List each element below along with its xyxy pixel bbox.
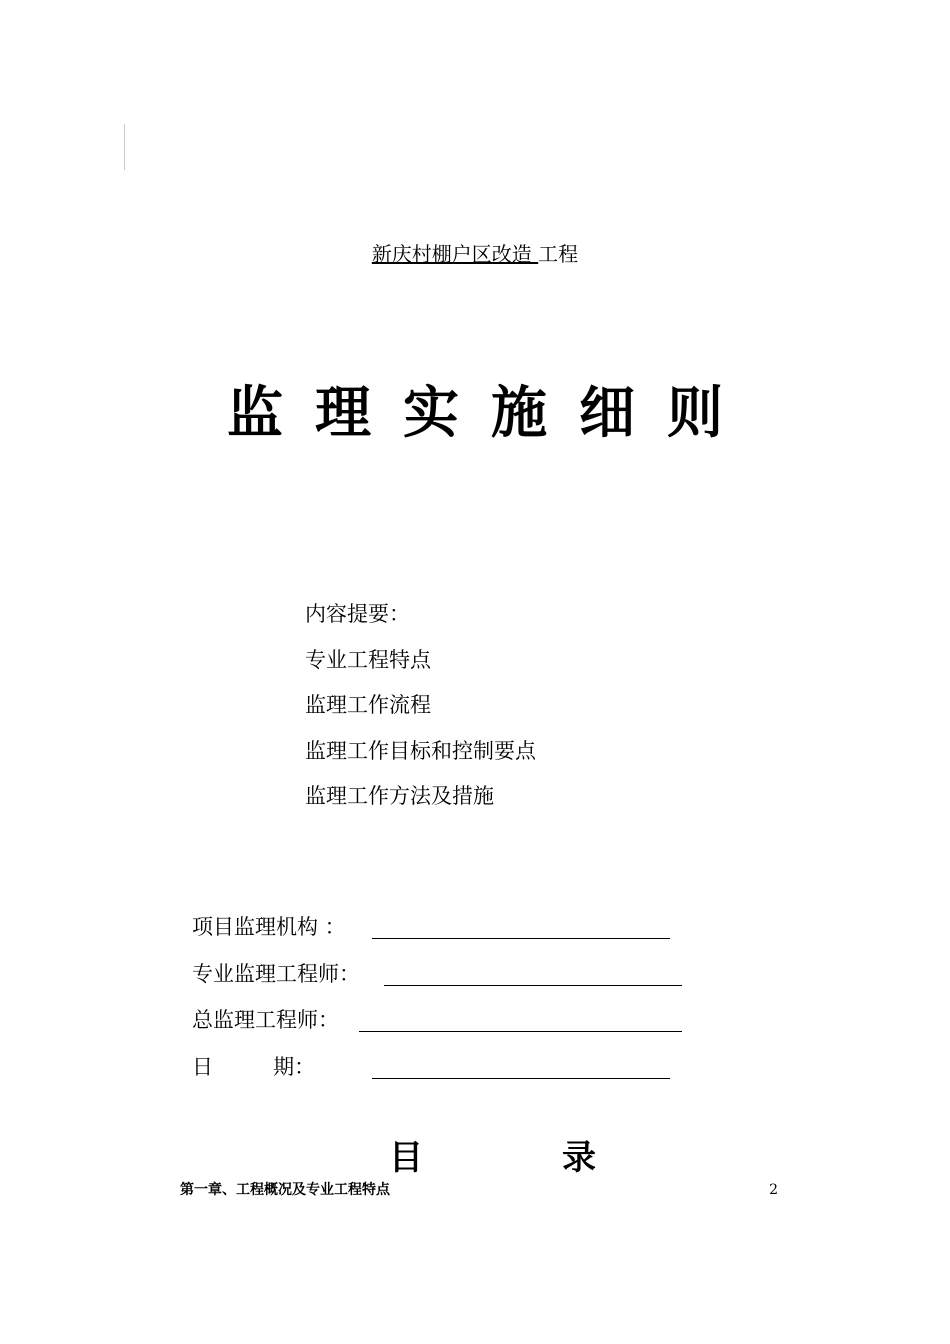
content-summary bbox=[305, 592, 536, 820]
signature-label: 总监理工程师： bbox=[192, 1008, 339, 1032]
signature-block bbox=[192, 910, 692, 1096]
signature-line[interactable] bbox=[372, 938, 670, 939]
signature-line[interactable] bbox=[359, 1031, 682, 1032]
summary-heading: 内容提要： bbox=[305, 602, 410, 626]
page-margin-mark bbox=[124, 124, 125, 170]
toc-entry-page: 2 bbox=[769, 1182, 778, 1198]
toc-heading-left: 目 bbox=[389, 1138, 423, 1178]
signature-label: 项目监理机构 ： bbox=[192, 915, 346, 939]
signature-line[interactable] bbox=[372, 1078, 670, 1079]
signature-row-chief-engineer bbox=[192, 1003, 692, 1050]
toc-entry[interactable] bbox=[180, 1180, 778, 1202]
summary-item: 监理工作流程 bbox=[305, 693, 431, 717]
project-suffix: 工程 bbox=[538, 242, 579, 266]
signature-row-supervision-agency bbox=[192, 910, 692, 957]
summary-item: 监理工作目标和控制要点 bbox=[305, 738, 536, 763]
document-title: 监理实施细则 bbox=[227, 381, 755, 446]
project-title bbox=[0, 240, 950, 268]
signature-row-date bbox=[192, 1050, 692, 1097]
summary-item: 监理工作方法及措施 bbox=[305, 784, 494, 808]
summary-item: 专业工程特点 bbox=[305, 647, 431, 672]
project-name: 新庆村棚户区改造 bbox=[371, 242, 539, 266]
signature-row-specialty-engineer bbox=[192, 957, 692, 1004]
signature-line[interactable] bbox=[384, 985, 682, 986]
toc-heading bbox=[0, 1130, 950, 1178]
signature-label: 日 期： bbox=[192, 1054, 316, 1079]
toc-entry-title: 第一章、工程概况及专业工程特点 bbox=[180, 1182, 390, 1198]
signature-label: 专业监理工程师： bbox=[192, 961, 360, 986]
toc-heading-right: 录 bbox=[562, 1138, 596, 1178]
